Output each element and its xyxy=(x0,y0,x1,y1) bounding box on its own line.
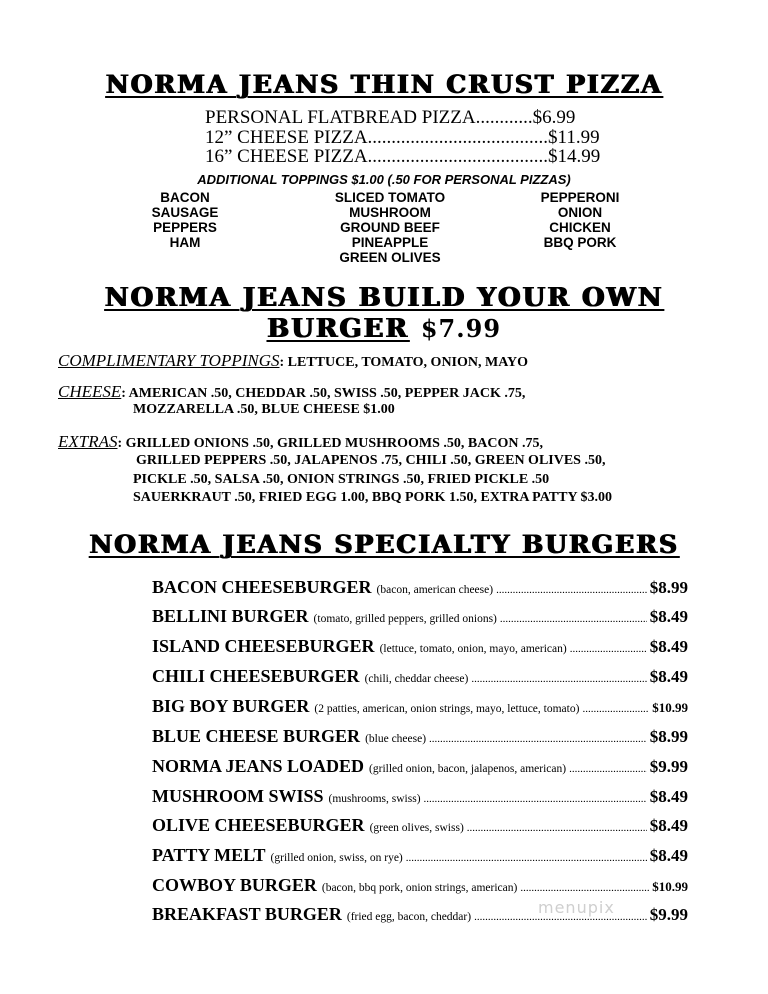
burger-name: COWBOY BURGER xyxy=(152,875,317,895)
cheese-line: MOZZARELLA .50, BLUE CHEESE $1.00 xyxy=(133,402,395,417)
leader-dots xyxy=(496,584,647,596)
topping-item: PEPPERS xyxy=(153,220,217,235)
burger-price: $8.99 xyxy=(649,727,688,746)
burger-description: (mushrooms, swiss) xyxy=(328,793,421,805)
specialty-item xyxy=(152,726,688,750)
topping-item: BACON xyxy=(160,190,210,205)
specialty-section-title: NORMA JEANS SPECIALTY BURGERS xyxy=(89,530,679,559)
topping-item: CHICKEN xyxy=(549,220,611,235)
pizza-item-name: PERSONAL FLATBREAD PIZZA xyxy=(205,107,476,128)
topping-item: SAUSAGE xyxy=(151,205,219,220)
extras-line: : GRILLED ONIONS .50, GRILLED MUSHROOMS .50, BACON .75, xyxy=(117,436,543,451)
specialty-item xyxy=(152,606,688,630)
leader-dots xyxy=(406,852,647,864)
specialty-item xyxy=(152,666,688,690)
burger-name: BELLINI BURGER xyxy=(152,606,309,626)
burger-description: (chili, cheddar cheese) xyxy=(364,673,469,685)
pizza-item-price: $14.99 xyxy=(548,146,601,167)
topping-item: PINEAPPLE xyxy=(351,235,429,250)
leader-dots xyxy=(424,793,647,805)
pizza-item-dots: ...................................... xyxy=(367,127,549,148)
watermark-logo: menupix xyxy=(538,898,615,917)
burger-description: (tomato, grilled peppers, grilled onions) xyxy=(313,613,497,625)
topping-item: HAM xyxy=(169,235,201,250)
specialty-item xyxy=(152,636,688,660)
burger-price: $9.99 xyxy=(649,757,688,776)
burger-description: (bacon, bbq pork, onion strings, american) xyxy=(321,882,518,894)
burger-description: (grilled onion, swiss, on rye) xyxy=(270,852,403,864)
extras-row xyxy=(58,432,543,452)
build-price: $7.99 xyxy=(420,314,502,343)
burger-description: (grilled onion, bacon, jalapenos, american) xyxy=(369,763,567,775)
toppings-column-1 xyxy=(125,190,245,250)
toppings-column-2 xyxy=(310,190,470,265)
burger-price: $8.49 xyxy=(649,667,688,686)
leader-dots xyxy=(471,673,646,685)
topping-item: PEPPERONI xyxy=(540,190,620,205)
topping-item: GREEN OLIVES xyxy=(339,250,441,265)
leader-dots xyxy=(429,733,647,745)
burger-description: (2 patties, american, onion strings, mayo, lettuce, tomato) xyxy=(314,703,580,715)
specialty-item xyxy=(152,756,688,780)
topping-item: BBQ PORK xyxy=(543,235,617,250)
leader-dots xyxy=(582,703,649,715)
leader-dots xyxy=(569,763,647,775)
burger-name: MUSHROOM SWISS xyxy=(152,786,324,806)
complimentary-text: : LETTUCE, TOMATO, ONION, MAYO xyxy=(279,355,529,370)
extras-line: SAUERKRAUT .50, FRIED EGG 1.00, BBQ PORK 1.50, EXTRA PATTY $3.00 xyxy=(133,490,613,505)
pizza-item-dots: ...................................... xyxy=(367,146,549,167)
burger-name: BIG BOY BURGER xyxy=(152,696,310,716)
burger-price: $8.49 xyxy=(649,787,688,806)
topping-item: GROUND BEEF xyxy=(340,220,440,235)
specialty-item xyxy=(152,696,688,720)
burger-price: $8.49 xyxy=(649,607,688,626)
burger-name: BREAKFAST BURGER xyxy=(152,904,342,924)
pizza-item-16in xyxy=(205,146,600,168)
complimentary-toppings-row xyxy=(58,351,528,371)
pizza-item-price: $11.99 xyxy=(548,127,600,148)
pizza-item-name: 16” CHEESE PIZZA xyxy=(205,146,368,167)
cheese-line: : AMERICAN .50, CHEDDAR .50, SWISS .50, PEPPER JACK .75, xyxy=(121,386,526,401)
burger-name: OLIVE CHEESEBURGER xyxy=(152,815,365,835)
specialty-item xyxy=(152,577,688,601)
burger-description: (blue cheese) xyxy=(365,733,427,745)
build-section-title: NORMA JEANS BUILD YOUR OWN xyxy=(104,283,664,313)
burger-description: (green olives, swiss) xyxy=(369,822,464,834)
specialty-item xyxy=(152,875,688,899)
specialty-item xyxy=(152,845,688,869)
burger-name: CHILI CHEESEBURGER xyxy=(152,666,360,686)
burger-name: BACON CHEESEBURGER xyxy=(152,577,372,597)
extras-line: GRILLED PEPPERS .50, JALAPENOS .75, CHILI .50, GREEN OLIVES .50, xyxy=(136,453,606,468)
complimentary-label: COMPLIMENTARY TOPPINGS xyxy=(58,351,280,370)
pizza-item-name: 12” CHEESE PIZZA xyxy=(205,127,368,148)
burger-name: NORMA JEANS LOADED xyxy=(152,756,365,776)
burger-price: $8.99 xyxy=(649,578,688,597)
burger-price: $8.49 xyxy=(649,846,688,865)
topping-item: MUSHROOM xyxy=(349,205,431,220)
burger-description: (lettuce, tomato, onion, mayo, american) xyxy=(379,643,567,655)
pizza-item-personal xyxy=(205,107,575,129)
topping-item: ONION xyxy=(557,205,603,220)
cheese-label: CHEESE xyxy=(58,382,122,401)
burger-price: $10.99 xyxy=(652,700,688,715)
leader-dots xyxy=(570,643,647,655)
burger-name: PATTY MELT xyxy=(152,845,266,865)
burger-price: $8.49 xyxy=(649,637,688,656)
leader-dots xyxy=(500,613,647,625)
build-section-title-line2 xyxy=(0,314,768,344)
burger-price: $9.99 xyxy=(649,905,688,924)
build-burger-word: BURGER xyxy=(266,314,409,344)
topping-item: SLICED TOMATO xyxy=(334,190,446,205)
burger-price: $8.49 xyxy=(649,816,688,835)
burger-name: BLUE CHEESE BURGER xyxy=(152,726,361,746)
pizza-item-price: $6.99 xyxy=(532,107,576,128)
cheese-row xyxy=(58,382,525,402)
burger-description: (bacon, american cheese) xyxy=(376,584,494,596)
specialty-item xyxy=(152,786,688,810)
leader-dots xyxy=(467,822,647,834)
toppings-note: ADDITIONAL TOPPINGS $1.00 (.50 FOR PERSONAL PIZZAS) xyxy=(197,172,571,187)
pizza-section-title: NORMA JEANS THIN CRUST PIZZA xyxy=(105,70,663,99)
burger-name: ISLAND CHEESEBURGER xyxy=(152,636,375,656)
burger-description: (fried egg, bacon, cheddar) xyxy=(346,911,472,923)
toppings-column-3 xyxy=(520,190,640,250)
extras-label: EXTRAS xyxy=(58,432,118,451)
leader-dots xyxy=(520,882,649,894)
extras-line: PICKLE .50, SALSA .50, ONION STRINGS .50, FRIED PICKLE .50 xyxy=(133,472,550,487)
burger-price: $10.99 xyxy=(652,879,688,894)
pizza-item-dots: ............ xyxy=(475,107,533,128)
specialty-item xyxy=(152,815,688,839)
